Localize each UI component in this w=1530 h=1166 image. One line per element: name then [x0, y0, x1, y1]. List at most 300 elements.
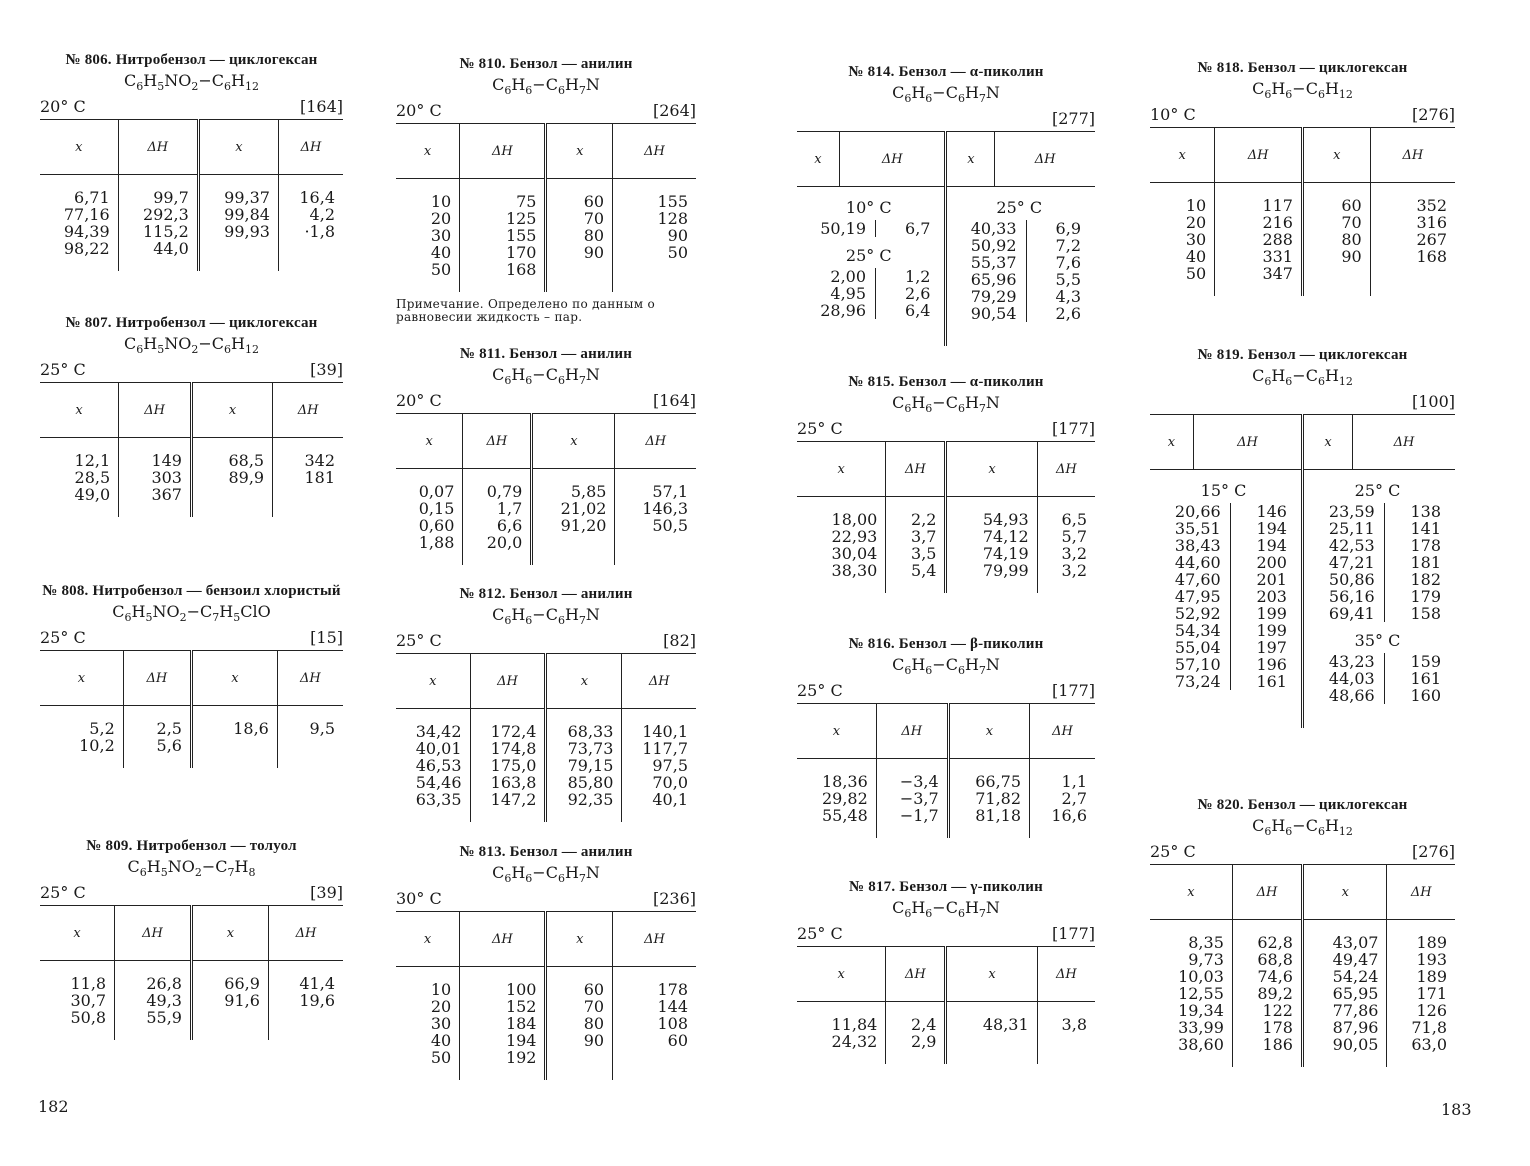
cell-values: 68,5 89,9 [228, 451, 265, 488]
reference-label: [236] [652, 889, 696, 909]
column-header: x [1302, 415, 1352, 470]
table-cell [886, 1002, 946, 1065]
data-table [40, 905, 343, 1040]
entry-meta [40, 360, 343, 379]
table-row [396, 469, 696, 566]
entry-title: № 811. Бензол — анилин [459, 346, 633, 362]
entry-title: № 810. Бензол — анилин [459, 56, 633, 72]
cell-values: 62,8 68,8 74,6 89,2 122 178 186 [1257, 933, 1293, 1055]
column-header: ΔH [615, 414, 696, 469]
column-header: ΔH [613, 124, 696, 179]
entry-meta [40, 628, 343, 647]
table-cell [40, 706, 123, 769]
entry-formula: $C_6H_6-C_6H_{12}$ [1252, 79, 1353, 102]
column-header: x [946, 442, 1037, 497]
column-right-a [797, 64, 1095, 1109]
column-header: ΔH [460, 912, 546, 967]
table-cell [1232, 920, 1302, 1068]
table-cell [198, 175, 278, 272]
table-cell [946, 1002, 1037, 1065]
column-header: ΔH [995, 132, 1095, 187]
column-header: ΔH [1030, 704, 1095, 759]
entry-title: № 817. Бензол — γ-пиколин [849, 879, 1043, 895]
table-cell [268, 961, 343, 1041]
entry-title: № 816. Бензол — β-пиколин [848, 636, 1044, 652]
entry-meta [396, 101, 696, 120]
cell-values: 1,1 2,7 16,6 [1051, 772, 1087, 826]
reference-label: [39] [310, 360, 343, 380]
cell-values: 140,1 117,7 97,5 70,0 40,1 [642, 722, 688, 810]
group-values [951, 220, 1087, 322]
table-cell [119, 438, 192, 518]
cell-values: 60 70 80 90 [583, 980, 605, 1051]
group-dh: 6,7 [875, 220, 936, 237]
cell-values: 10 20 30 40 50 [430, 192, 452, 280]
table-cell [1370, 183, 1455, 297]
cell-values: 100 152 184 194 192 [505, 980, 537, 1068]
column-header: x [396, 654, 470, 709]
group-dh: 6,9 7,2 7,6 5,5 4,3 2,6 [1026, 220, 1087, 322]
cell-values: 5,85 21,02 91,20 [560, 482, 607, 536]
data-table [1150, 864, 1455, 1067]
column-header: x [546, 912, 613, 967]
temperature-subheading: 25° C [996, 198, 1043, 218]
cell-values: 5,2 10,2 [79, 719, 115, 756]
temperature-subheading: 10° C [845, 198, 892, 218]
temperature-label: 25° C [797, 419, 843, 439]
table-cell [797, 497, 886, 594]
table-cell [40, 961, 115, 1041]
table-cell [396, 709, 470, 823]
group-x: 40,33 50,92 55,37 65,96 79,29 90,54 [970, 219, 1017, 324]
column-header: ΔH [886, 442, 946, 497]
data-table [40, 382, 343, 517]
reference-label: [39] [310, 883, 343, 903]
entry-meta [40, 97, 343, 116]
reference-label: [164] [652, 391, 696, 411]
cell-values: 6,5 5,7 3,2 3,2 [1061, 510, 1087, 581]
table-cell [532, 469, 615, 566]
group-values [1308, 653, 1447, 704]
cell-values: 18,6 [233, 719, 269, 739]
cell-values: 54,93 74,12 74,19 79,99 [982, 510, 1029, 581]
entry-808 [40, 583, 343, 838]
table-row [797, 1002, 1095, 1065]
entry-819 [1150, 347, 1455, 797]
reference-label: [177] [1051, 419, 1095, 439]
data-table [797, 946, 1095, 1064]
table-row [40, 175, 343, 272]
table-row [40, 438, 343, 518]
entry-formula: $C_6H_6-C_6H_7N$ [492, 75, 600, 98]
cell-values: 18,00 22,93 30,04 38,30 [831, 510, 878, 581]
table-header-row [797, 442, 1095, 497]
table-cell [615, 469, 696, 566]
group-values [801, 268, 936, 319]
cell-values: 68,33 73,73 79,15 85,80 92,35 [567, 722, 614, 810]
table-row [396, 709, 696, 823]
table-cell [123, 706, 191, 769]
table-header-row [797, 132, 1095, 187]
table-cell [948, 759, 1029, 839]
table-cell [546, 709, 622, 823]
entry-806 [40, 52, 343, 307]
table-cell [622, 709, 696, 823]
cell-values: 41,4 19,6 [299, 974, 335, 1011]
temperature-label: 20° C [396, 101, 442, 121]
cell-values: 0,79 1,7 6,6 20,0 [486, 482, 523, 553]
group-dh: 146 194 194 200 201 203 199 199 197 196 161 [1230, 503, 1293, 690]
cell-values: 34,42 40,01 46,53 54,46 63,35 [415, 722, 462, 810]
group-x: 23,59 25,11 42,53 47,21 50,86 56,16 69,41 [1328, 502, 1375, 624]
entry-meta [1150, 392, 1455, 411]
entry-meta [797, 924, 1095, 943]
cell-values: −3,4 −3,7 −1,7 [899, 772, 939, 826]
column-header: x [1302, 128, 1370, 183]
entry-title: № 806. Нитробензол — циклогексан [65, 52, 318, 68]
entry-title: № 813. Бензол — анилин [459, 844, 633, 860]
table-row [1150, 470, 1455, 729]
entry-meta [797, 109, 1095, 128]
temperature-subheading: 35° C [1354, 631, 1401, 651]
entry-formula: $C_6H_6-C_6H_7N$ [892, 393, 1000, 416]
table-cell [1302, 183, 1370, 297]
table-cell [460, 179, 546, 293]
cell-values: 12,1 28,5 49,0 [74, 451, 111, 505]
entry-820 [1150, 797, 1455, 1097]
column-header: ΔH [622, 654, 696, 709]
cell-values: 10 20 30 40 50 [430, 980, 452, 1068]
data-table [1150, 414, 1455, 728]
table-cell [191, 706, 277, 769]
column-header: x [1150, 128, 1215, 183]
temperature-subheading: 15° C [1200, 481, 1247, 501]
entry-title: № 819. Бензол — циклогексан [1197, 347, 1408, 363]
table-cell [278, 175, 343, 272]
column-header: ΔH [268, 906, 343, 961]
temperature-label: 20° C [40, 97, 86, 117]
entry-formula: $C_6H_5NO_2-C_7H_5ClO$ [112, 602, 271, 625]
entry-meta [1150, 105, 1455, 124]
cell-values: 2,5 5,6 [156, 719, 182, 756]
table-cell [1215, 183, 1303, 297]
table-row [797, 187, 1095, 347]
page-number-right: 183 [1441, 1100, 1472, 1119]
column-header: ΔH [115, 906, 192, 961]
cell-values: 99,7 292,3 115,2 44,0 [143, 188, 189, 259]
table-header-row [1150, 415, 1455, 470]
temperature-subheading: 25° C [1354, 481, 1401, 501]
group-dh: 1,2 2,6 6,4 [875, 268, 936, 319]
cell-values: 178 144 108 60 [657, 980, 688, 1051]
column-header: x [191, 906, 268, 961]
entry-title: № 809. Нитробензол — толуол [86, 838, 297, 854]
entry-815 [797, 374, 1095, 636]
group-dh: 159 161 160 [1384, 653, 1447, 704]
reference-label: [15] [310, 628, 343, 648]
entry-814 [797, 64, 1095, 374]
table-cell [40, 175, 118, 272]
temperature-label: 25° C [797, 681, 843, 701]
table-cell [797, 759, 876, 839]
reference-label: [177] [1051, 681, 1095, 701]
entry-818 [1150, 60, 1455, 347]
entry-formula: $C_6H_6-C_6H_7N$ [892, 898, 1000, 921]
reference-label: [82] [663, 631, 696, 651]
group-values [801, 220, 936, 237]
group-values [1308, 503, 1447, 622]
table-header-row [797, 947, 1095, 1002]
cell-values: 172,4 174,8 175,0 163,8 147,2 [490, 722, 537, 810]
column-header: ΔH [1037, 947, 1095, 1002]
table-cell [396, 469, 463, 566]
column-header: ΔH [278, 120, 343, 175]
entry-formula: $C_6H_5NO_2-C_6H_{12}$ [124, 71, 259, 94]
temperature-label: 25° C [797, 924, 843, 944]
page-183 [765, 0, 1530, 1166]
cell-values: 48,31 [982, 1015, 1029, 1035]
temperature-label: 25° C [396, 631, 442, 651]
entry-title: № 815. Бензол — α-пиколин [848, 374, 1044, 390]
column-header: x [40, 120, 118, 175]
data-table [396, 911, 696, 1080]
temperature-subheading: 25° C [845, 246, 892, 266]
column-header: ΔH [460, 124, 546, 179]
table-cell [613, 967, 696, 1081]
table-cell [396, 179, 460, 293]
entry-formula: $C_6H_6-C_6H_7N$ [492, 863, 600, 886]
data-table [797, 131, 1095, 346]
table-header-row [396, 654, 696, 709]
entry-meta [1150, 842, 1455, 861]
cell-values: 18,36 29,82 55,48 [821, 772, 868, 826]
cell-values: 189 193 189 171 126 71,8 63,0 [1411, 933, 1447, 1055]
table-cell [273, 438, 343, 518]
group-values [1154, 503, 1293, 690]
temperature-label: 25° C [40, 360, 86, 380]
group-x: 20,66 35,51 38,43 44,60 47,60 47,95 52,92 54,34 55,04 57,10 73,24 [1174, 502, 1221, 692]
cell-values: 66,75 71,82 81,18 [975, 772, 1022, 826]
entry-title: № 812. Бензол — анилин [459, 586, 633, 602]
cell-values: 10 20 30 40 50 [1185, 196, 1207, 284]
column-header: x [198, 120, 278, 175]
column-header: ΔH [119, 383, 192, 438]
table-cell [1150, 920, 1232, 1068]
table-cell [946, 497, 1037, 594]
entry-formula: $C_6H_6-C_6H_7N$ [492, 365, 600, 388]
entry-note: Примечание. Определено по данным о равновесии жидкость – пар. [396, 297, 655, 325]
table-cell [118, 175, 198, 272]
entry-formula: $C_6H_5NO_2-C_7H_8$ [127, 857, 256, 880]
column-header: x [1150, 415, 1193, 470]
cell-values: 99,37 99,84 99,93 [224, 188, 270, 242]
column-header: x [797, 442, 886, 497]
table-cell [1302, 920, 1387, 1068]
entry-title: № 807. Нитробензол — циклогексан [65, 315, 318, 331]
column-header: ΔH [118, 120, 198, 175]
table-cell [546, 967, 613, 1081]
entry-title: № 808. Нитробензол — бензоил хлористый [42, 583, 341, 599]
column-header: ΔH [839, 132, 946, 187]
entry-meta [40, 883, 343, 902]
column-header: ΔH [1370, 128, 1455, 183]
cell-values: 342 181 [304, 451, 335, 488]
column-header: ΔH [1232, 865, 1302, 920]
cell-values: 2,2 3,7 3,5 5,4 [911, 510, 937, 581]
table-cell [613, 179, 696, 293]
data-table [40, 119, 343, 271]
cell-values: 155 128 90 50 [657, 192, 688, 263]
reference-label: [276] [1411, 105, 1455, 125]
cell-values: 2,4 2,9 [911, 1015, 937, 1052]
column-header: x [546, 654, 622, 709]
column-right-b [1150, 60, 1455, 1097]
group-x: 2,00 4,95 28,96 [820, 267, 867, 321]
table-row [396, 967, 696, 1081]
temperature-label: 25° C [1150, 842, 1196, 862]
table-cell [886, 497, 946, 594]
entry-812 [396, 586, 696, 844]
column-header: x [1150, 865, 1232, 920]
entry-meta [396, 631, 696, 650]
cell-values: 3,8 [1061, 1015, 1087, 1035]
cell-values: 66,9 91,6 [224, 974, 260, 1011]
reference-label: [177] [1051, 924, 1095, 944]
entry-formula: $C_6H_6-C_6H_7N$ [892, 83, 1000, 106]
table-cell [1037, 497, 1095, 594]
temperature-label: 20° C [396, 391, 442, 411]
temperature-label: 25° C [40, 628, 86, 648]
table-cell [40, 438, 119, 518]
page-number-left: 182 [38, 1097, 69, 1116]
table-header-row [396, 124, 696, 179]
table-row [396, 179, 696, 293]
table-cell [191, 438, 272, 518]
entry-817 [797, 879, 1095, 1109]
table-cell [277, 706, 343, 769]
data-table [396, 413, 696, 565]
data-table [396, 123, 696, 292]
table-cell [797, 1002, 886, 1065]
entry-formula: $C_6H_6-C_6H_7N$ [492, 605, 600, 628]
entry-formula: $C_6H_6-C_6H_7N$ [892, 655, 1000, 678]
table-row [1150, 920, 1455, 1068]
table-cell [546, 179, 613, 293]
cell-values: 26,8 49,3 55,9 [146, 974, 182, 1028]
cell-values: 60 70 80 90 [583, 192, 605, 263]
column-header: ΔH [1193, 415, 1302, 470]
cell-values: 57,1 146,3 50,5 [642, 482, 688, 536]
column-header: x [40, 383, 119, 438]
table-cell [1030, 759, 1095, 839]
entry-816 [797, 636, 1095, 879]
column-header: ΔH [123, 651, 191, 706]
entry-813 [396, 844, 696, 1094]
column-header: ΔH [1215, 128, 1303, 183]
cell-values: 11,8 30,7 50,8 [70, 974, 107, 1028]
cell-values: 75 125 155 170 168 [505, 192, 537, 280]
table-row [797, 497, 1095, 594]
table-cell-left [1150, 470, 1302, 729]
reference-label: [276] [1411, 842, 1455, 862]
table-cell-right [1302, 470, 1455, 729]
entry-811 [396, 346, 696, 586]
table-header-row [396, 912, 696, 967]
table-header-row [1150, 128, 1455, 183]
table-header-row [40, 120, 343, 175]
reference-label: [100] [1411, 392, 1455, 412]
table-cell [460, 967, 546, 1081]
table-cell [1387, 920, 1455, 1068]
column-header: ΔH [1387, 865, 1455, 920]
column-header: x [797, 947, 886, 1002]
temperature-label: 30° C [396, 889, 442, 909]
table-cell [470, 709, 546, 823]
reference-label: [264] [652, 101, 696, 121]
column-header: x [797, 704, 876, 759]
data-table [1150, 127, 1455, 296]
data-table [797, 703, 1095, 838]
cell-values: 6,71 77,16 94,39 98,22 [63, 188, 110, 259]
entry-meta [396, 391, 696, 410]
column-header: x [946, 947, 1037, 1002]
cell-values: 149 303 367 [151, 451, 182, 505]
table-header-row [40, 651, 343, 706]
table-row [40, 961, 343, 1041]
column-header: x [40, 906, 115, 961]
cell-values: 11,84 24,32 [831, 1015, 878, 1052]
table-cell [191, 961, 268, 1041]
column-header: ΔH [273, 383, 343, 438]
column-header: ΔH [886, 947, 946, 1002]
table-header-row [1150, 865, 1455, 920]
column-left-a [40, 52, 343, 1088]
column-header: ΔH [1037, 442, 1095, 497]
entry-809 [40, 838, 343, 1088]
entry-title: № 814. Бензол — α-пиколин [848, 64, 1044, 80]
table-cell-right [946, 187, 1095, 347]
column-header: ΔH [277, 651, 343, 706]
group-x: 43,23 44,03 48,66 [1328, 652, 1375, 706]
group-dh: 138 141 178 181 182 179 158 [1384, 503, 1447, 622]
column-header: x [948, 704, 1029, 759]
column-header: x [40, 651, 123, 706]
table-row [797, 759, 1095, 839]
reference-label: [277] [1051, 109, 1095, 129]
table-header-row [40, 383, 343, 438]
column-header: ΔH [613, 912, 696, 967]
group-x: 50,19 [820, 219, 867, 239]
entry-title: № 818. Бензол — циклогексан [1197, 60, 1408, 76]
cell-values: 352 316 267 168 [1416, 196, 1447, 267]
table-cell [1150, 183, 1215, 297]
column-header: x [396, 414, 463, 469]
temperature-label: 25° C [40, 883, 86, 903]
column-header: x [191, 651, 277, 706]
data-table [396, 653, 696, 822]
table-header-row [797, 704, 1095, 759]
table-cell [463, 469, 532, 566]
data-table [40, 650, 343, 768]
entry-formula: $C_6H_6-C_6H_{12}$ [1252, 816, 1353, 839]
entry-meta [797, 419, 1095, 438]
cell-values: 43,07 49,47 54,24 65,95 77,86 87,96 90,05 [1332, 933, 1379, 1055]
cell-values: 0,07 0,15 0,60 1,88 [418, 482, 455, 553]
table-row [40, 706, 343, 769]
data-table [797, 441, 1095, 593]
column-header: ΔH [470, 654, 546, 709]
cell-values: 8,35 9,73 10,03 12,55 19,34 33,99 38,60 [1178, 933, 1224, 1055]
